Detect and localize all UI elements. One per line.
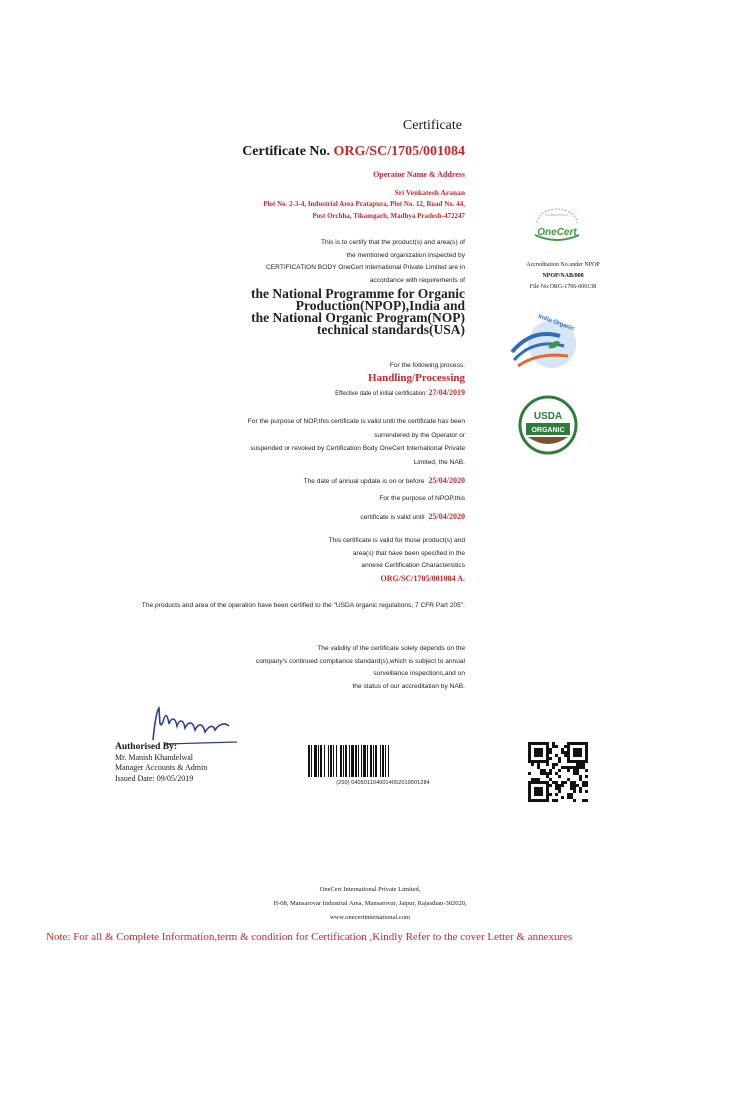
qr-module <box>570 766 573 769</box>
annual-update-label: The date of annual update is on or before <box>303 478 425 485</box>
barcode-bar <box>389 745 392 777</box>
barcode <box>308 745 458 786</box>
qr-module <box>546 775 549 778</box>
qr-module <box>582 781 585 784</box>
qr-module <box>582 763 585 766</box>
certify-line: CERTIFICATION BODY OneCert International Private Limited are in <box>266 264 465 271</box>
qr-module <box>579 766 582 769</box>
qr-module <box>558 769 561 772</box>
qr-module <box>564 766 567 769</box>
process-label: For the following process: <box>389 362 465 369</box>
usda-organic-seal-icon <box>518 395 578 455</box>
qr-module <box>567 793 570 796</box>
qr-module <box>534 787 543 796</box>
onecert-logo-text: OneCert <box>537 227 577 238</box>
certify-paragraph <box>110 237 465 287</box>
qr-module <box>585 790 588 793</box>
qr-module <box>573 781 576 784</box>
qr-module <box>558 787 561 790</box>
qr-module <box>573 799 576 802</box>
authorised-name: Mr. Manish Khandelwal <box>115 752 193 762</box>
usda-statement: The products and area of the operation have been certified to the "USDA organic regulations, 7 CFR Part 205". <box>141 602 465 609</box>
operator-name: Sri Venkatesh Aranan <box>394 188 465 197</box>
authorised-title: Manager Accounts & Admin <box>115 763 208 772</box>
barcode-bars <box>308 745 458 777</box>
certify-line: This is to certify that the product(s) and area(s) of <box>320 239 465 246</box>
compliance-line: company's continued compliance standard(s),which is subject to annual <box>255 657 465 665</box>
annual-update-row <box>150 470 465 489</box>
qr-module <box>555 781 558 784</box>
compliance-line: the status of our accreditation by NAB. <box>352 682 465 690</box>
programme-line: the National Programme for Organic <box>251 286 465 301</box>
qr-module <box>555 763 558 766</box>
nop-validity-line: For the purpose of NOP,this certificate is valid until the certificate has been <box>247 418 465 425</box>
qr-module <box>534 778 537 781</box>
certificate-number-value: ORG/SC/1705/001084 <box>333 144 465 159</box>
usda-bottom-text: ORGANIC <box>531 427 565 434</box>
qr-module <box>567 778 570 781</box>
qr-module <box>552 766 555 769</box>
qr-module <box>585 799 588 802</box>
qr-module <box>555 745 558 748</box>
qr-module <box>573 772 576 775</box>
qr-module <box>558 790 561 793</box>
qr-module <box>552 781 555 784</box>
nop-validity-line: suspended or revoked by Certification Body OneCert International Private <box>250 445 465 452</box>
nop-validity-line: surrendered by the Operator or <box>374 431 465 439</box>
qr-module <box>549 757 552 760</box>
certify-line: the mentioned organization inspected by <box>346 251 465 259</box>
qr-module <box>552 742 555 745</box>
qr-module <box>573 787 576 790</box>
onecert-arc-text: INTERNATIONAL <box>545 213 569 217</box>
compliance-paragraph <box>120 643 465 693</box>
products-paragraph <box>200 535 465 573</box>
qr-module <box>573 784 576 787</box>
qr-module <box>570 793 573 796</box>
qr-module <box>567 796 570 799</box>
qr-module <box>582 766 585 769</box>
operator-address-1: Plot No. 2-3-4, Industrial Area Pratapura, Plot No. 12, Road No. 44, <box>263 200 465 208</box>
accreditation-label: Accreditation No.under NPOP <box>526 262 600 268</box>
qr-module <box>585 775 588 778</box>
certificate-heading: Certificate <box>402 118 462 133</box>
authorisation-block <box>115 742 315 784</box>
qr-module <box>549 784 552 787</box>
qr-module <box>561 796 564 799</box>
qr-module <box>531 763 534 766</box>
qr-module <box>537 766 540 769</box>
qr-module <box>549 778 552 781</box>
qr-module <box>564 781 567 784</box>
qr-module <box>567 766 570 769</box>
certificate-number-row <box>180 144 465 160</box>
qr-module <box>579 790 582 793</box>
qr-module <box>555 793 558 796</box>
qr-module <box>576 766 579 769</box>
annual-update-date: 25/04/2020 <box>428 476 465 485</box>
qr-module <box>561 748 564 751</box>
qr-module <box>576 772 579 775</box>
programme-standards <box>150 288 465 336</box>
qr-module <box>555 754 558 757</box>
qr-module <box>582 784 585 787</box>
qr-module <box>576 784 579 787</box>
qr-module <box>552 745 555 748</box>
footer-address: H-08, Mansarovar Industrial Area, Mansarovar, Jaipur, Rajasthan-302020, <box>273 900 467 907</box>
operator-address-2: Post Orchha, Tikamgarh, Madhya Pradesh-472247 <box>312 212 465 220</box>
qr-module <box>531 778 534 781</box>
qr-module <box>549 793 552 796</box>
qr-module <box>558 760 561 763</box>
valid-until-label: certificate is valid until <box>360 514 425 521</box>
accreditation-number: NPOP/NAB/008 <box>542 273 584 279</box>
qr-module <box>579 787 582 790</box>
signature <box>145 700 245 748</box>
valid-until-row <box>250 506 465 525</box>
qr-module <box>573 790 576 793</box>
issued-date: 09/05/2019 <box>156 773 194 783</box>
onecert-logo-icon <box>527 205 587 245</box>
effective-date-value: 27/04/2019 <box>428 388 465 397</box>
qr-module <box>570 796 573 799</box>
annex-reference: ORG/SC/1705/001084 A. <box>380 574 465 583</box>
qr-module <box>558 775 561 778</box>
qr-code-icon <box>522 742 596 802</box>
issued-date-row <box>115 774 315 785</box>
qr-module <box>585 784 588 787</box>
issued-label: Issued Date: <box>115 773 155 783</box>
usda-top-text: USDA <box>533 411 563 422</box>
qr-module <box>561 766 564 769</box>
qr-module <box>579 775 582 778</box>
qr-module <box>537 763 540 766</box>
certificate-number-label: Certificate No. <box>242 144 331 159</box>
qr-module <box>540 772 543 775</box>
qr-module <box>561 751 564 754</box>
compliance-line: surveillance inspections,and on <box>373 670 465 677</box>
barcode-digits: (250) 0405011040014052019001284 <box>336 780 430 786</box>
file-number: File No:ORG-1706-000138 <box>529 284 597 290</box>
qr-module <box>570 781 573 784</box>
qr-module <box>561 784 564 787</box>
qr-module <box>585 769 588 772</box>
qr-module <box>543 769 546 772</box>
qr-module <box>555 787 558 790</box>
qr-module <box>549 751 552 754</box>
qr-module <box>552 799 555 802</box>
qr-module <box>558 757 561 760</box>
qr-module <box>582 799 585 802</box>
qr-module <box>573 769 576 772</box>
products-line: area(s) that have been specified in the <box>352 549 465 557</box>
footer-company: OneCert International Private Limited, <box>319 886 421 893</box>
programme-line: technical standards(USA) <box>316 322 465 337</box>
qr-module <box>549 769 552 772</box>
qr-module <box>549 772 552 775</box>
effective-date-label: Effective date of initial certification: <box>335 391 428 397</box>
qr-module <box>540 769 543 772</box>
qr-module <box>570 784 573 787</box>
qr-module <box>564 754 567 757</box>
footer-note: Note: For all & Complete Information,term & condition for Certification ,Kindly Refer to the cover Letter & annexures <box>46 931 573 943</box>
nop-validity-line: Limited, the NAB. <box>413 458 465 466</box>
qr-module <box>585 781 588 784</box>
qr-module <box>573 766 576 769</box>
qr-module <box>555 772 558 775</box>
qr-module <box>552 763 555 766</box>
qr-module <box>537 778 540 781</box>
npop-purpose: For the purpose of NPOP,this <box>379 495 465 502</box>
products-line: This certificate is valid for those product(s) and <box>328 537 465 544</box>
india-organic-logo-icon <box>508 308 588 378</box>
qr-module <box>528 772 531 775</box>
qr-module <box>549 748 552 751</box>
programme-line: the National Organic Program(NOP) <box>251 310 465 325</box>
qr-module <box>561 781 564 784</box>
authorised-label: Authorised By: <box>115 742 178 752</box>
qr-module <box>558 784 561 787</box>
qr-module <box>573 748 582 757</box>
operator-label: Operator Name & Address <box>373 170 465 179</box>
qr-module <box>564 751 567 754</box>
process-value: Handling/Processing <box>368 372 465 384</box>
qr-module <box>543 772 546 775</box>
accreditation-block <box>508 260 618 293</box>
qr-module <box>546 772 549 775</box>
qr-module <box>579 778 582 781</box>
qr-module <box>555 799 558 802</box>
valid-until-date: 25/04/2020 <box>428 512 465 521</box>
footer-website: www.onecertinternational.com <box>329 914 411 921</box>
qr-module <box>546 763 549 766</box>
programme-line: Production(NPOP),India and <box>295 298 465 313</box>
effective-date-row <box>200 388 465 397</box>
products-line: annexe Certification Characteristics <box>361 562 465 569</box>
compliance-line: The validity of the certificate solely depends on the <box>317 645 465 652</box>
qr-module <box>564 745 567 748</box>
qr-module <box>576 769 579 772</box>
india-organic-text: India Organic <box>537 313 576 333</box>
qr-module <box>534 748 543 757</box>
nop-validity-paragraph <box>110 415 465 469</box>
qr-module <box>555 784 558 787</box>
qr-module <box>576 763 579 766</box>
qr-module <box>570 787 573 790</box>
certify-line: accordance with requirements of <box>369 276 465 284</box>
qr-module <box>579 763 582 766</box>
qr-module <box>567 769 570 772</box>
